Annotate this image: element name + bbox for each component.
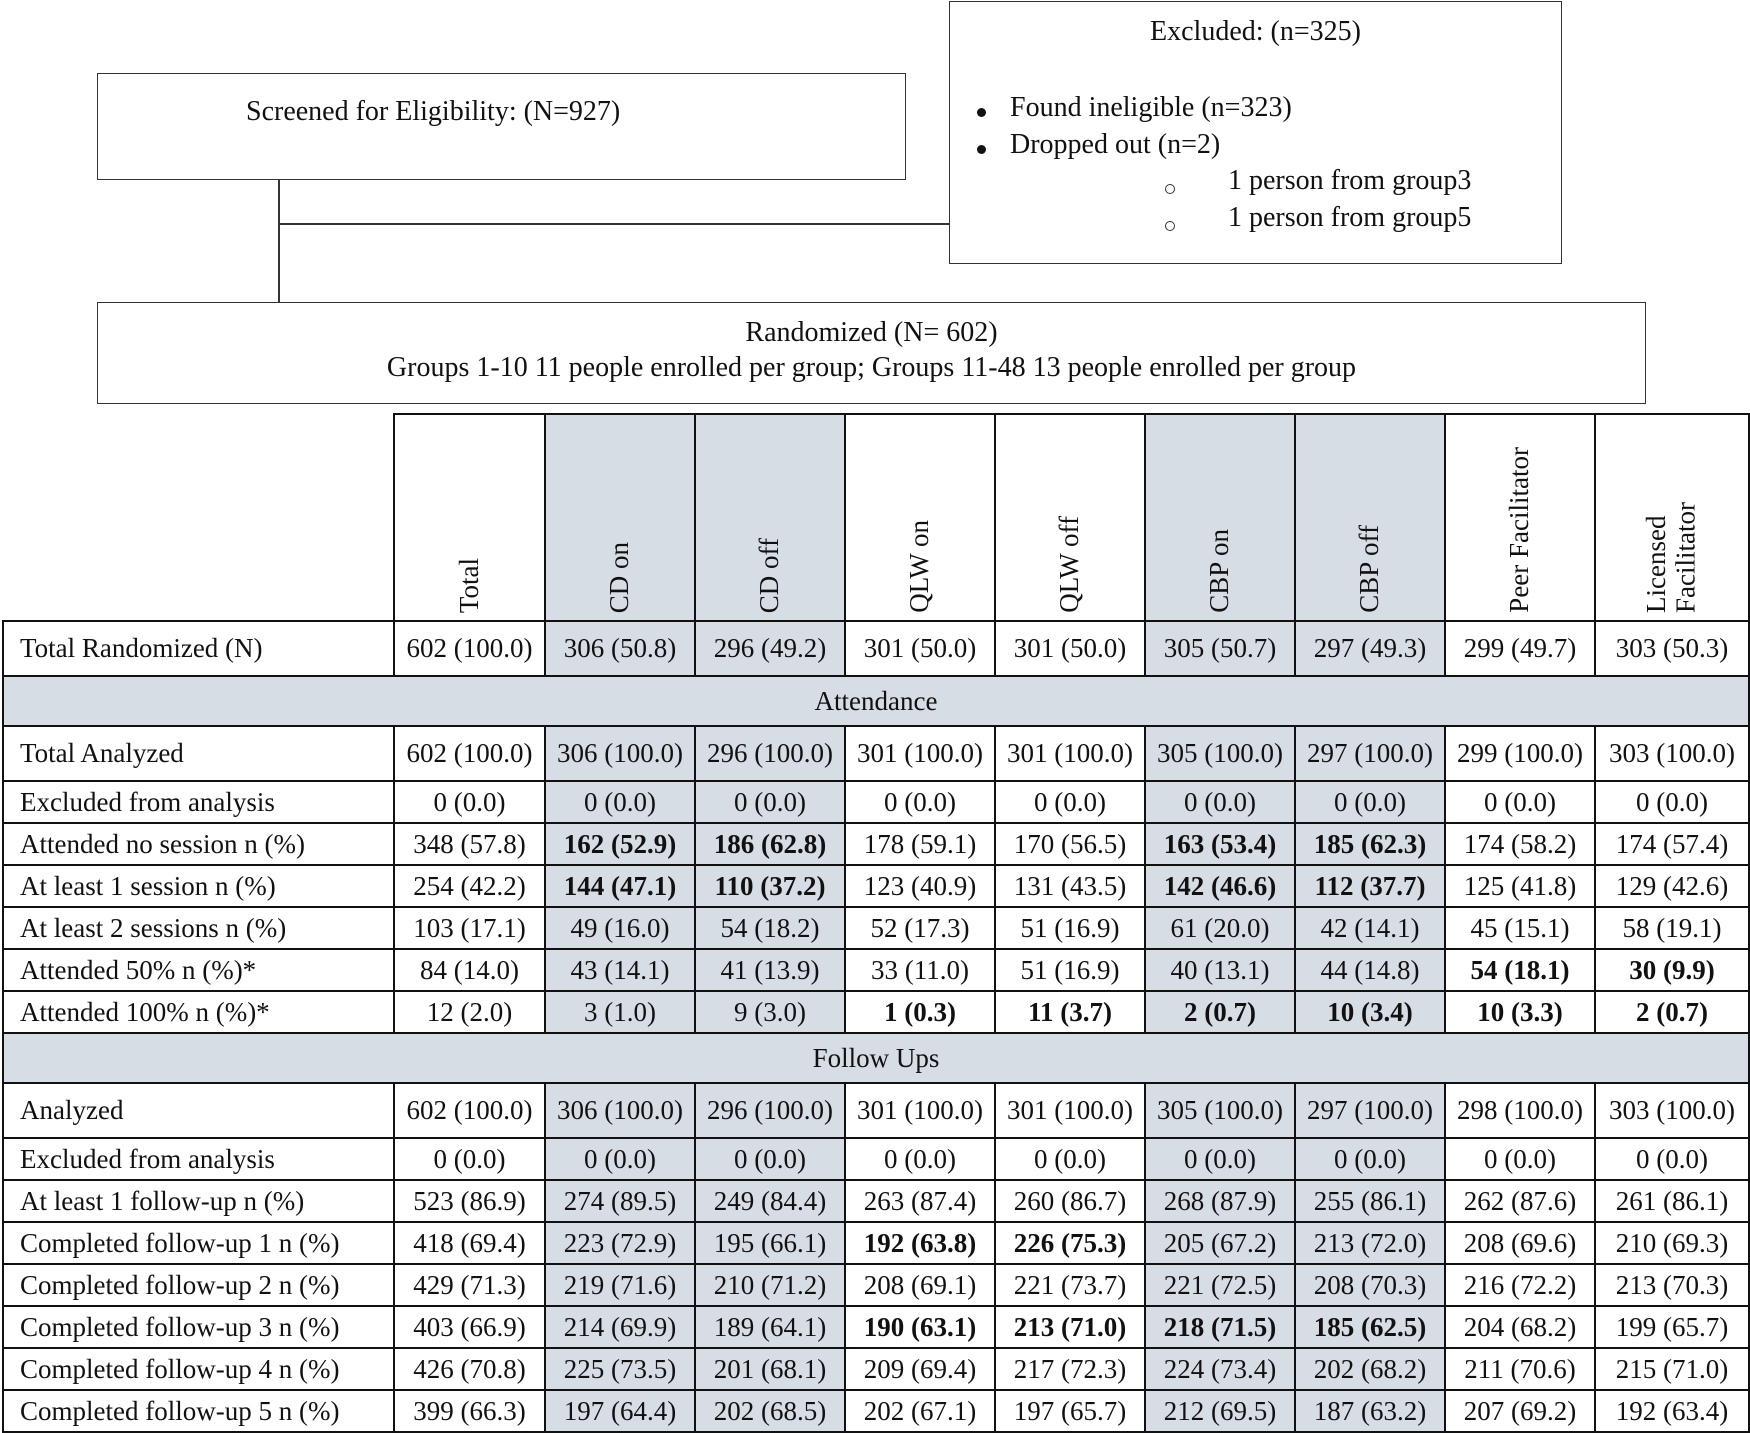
table-cell: 418 (69.4) [394, 1222, 545, 1264]
table-cell: 301 (100.0) [995, 1083, 1145, 1138]
bold-value: 226 (75.3) [1013, 1227, 1127, 1258]
table-cell: 221 (72.5) [1145, 1264, 1295, 1306]
column-header-label: CD off [754, 537, 785, 613]
excluded-subitem: 1 person from group3 [1228, 165, 1472, 196]
column-header [1295, 414, 1445, 621]
table-cell: 0 (0.0) [1595, 781, 1749, 823]
excluded-item: Dropped out (n=2) [1010, 129, 1221, 160]
table-row [3, 907, 1749, 949]
table-row [3, 1083, 1749, 1138]
table-cell: 299 (49.7) [1445, 621, 1595, 676]
table-cell: 268 (87.9) [1145, 1180, 1295, 1222]
row-label: Analyzed [3, 1083, 394, 1138]
table-cell [995, 991, 1145, 1033]
table-cell: 208 (69.1) [845, 1264, 995, 1306]
table-cell: 51 (16.9) [995, 949, 1145, 991]
table-cell: 306 (100.0) [545, 726, 695, 781]
table-cell: 174 (57.4) [1595, 823, 1749, 865]
row-label: Attended 100% n (%)* [3, 991, 394, 1033]
table-cell [1295, 1306, 1445, 1348]
row-label: Attended no session n (%) [3, 823, 394, 865]
table-cell: 301 (50.0) [845, 621, 995, 676]
table-cell: 305 (100.0) [1145, 1083, 1295, 1138]
table-cell: 52 (17.3) [845, 907, 995, 949]
bold-value: 54 (18.1) [1470, 954, 1570, 985]
table-cell: 42 (14.1) [1295, 907, 1445, 949]
row-label: At least 1 follow-up n (%) [3, 1180, 394, 1222]
bold-value: 186 (62.8) [713, 828, 827, 859]
table-cell [545, 823, 695, 865]
section-header-row [3, 676, 1749, 726]
table-cell: 131 (43.5) [995, 865, 1145, 907]
table-cell: 0 (0.0) [995, 1138, 1145, 1180]
table-cell: 209 (69.4) [845, 1348, 995, 1390]
table-cell: 187 (63.2) [1295, 1390, 1445, 1432]
bold-value: 10 (3.4) [1327, 996, 1413, 1027]
table-cell: 197 (65.7) [995, 1390, 1145, 1432]
table-cell: 263 (87.4) [845, 1180, 995, 1222]
column-header-label: QLW off [1054, 516, 1085, 613]
table-cell: 301 (50.0) [995, 621, 1145, 676]
table-cell: 299 (100.0) [1445, 726, 1595, 781]
table-cell: 3 (1.0) [545, 991, 695, 1033]
table-cell: 399 (66.3) [394, 1390, 545, 1432]
table-cell [1145, 1306, 1295, 1348]
table-cell: 298 (100.0) [1445, 1083, 1595, 1138]
table-row [3, 1390, 1749, 1432]
column-header [1145, 414, 1295, 621]
table-cell: 0 (0.0) [995, 781, 1145, 823]
table-cell: 274 (89.5) [545, 1180, 695, 1222]
row-label: Completed follow-up 1 n (%) [3, 1222, 394, 1264]
table-cell [1595, 991, 1749, 1033]
table-cell: 219 (71.6) [545, 1264, 695, 1306]
table-cell: 43 (14.1) [545, 949, 695, 991]
table-cell: 303 (100.0) [1595, 1083, 1749, 1138]
column-header-label: CBP off [1354, 525, 1385, 613]
table-cell [995, 1306, 1145, 1348]
table-cell: 602 (100.0) [394, 621, 545, 676]
column-header-label: CBP on [1204, 529, 1235, 613]
table-cell: 0 (0.0) [394, 1138, 545, 1180]
table-cell: 199 (65.7) [1595, 1306, 1749, 1348]
table-cell: 429 (71.3) [394, 1264, 545, 1306]
table-cell: 212 (69.5) [1145, 1390, 1295, 1432]
table-cell [545, 865, 695, 907]
table-cell: 262 (87.6) [1445, 1180, 1595, 1222]
bold-value: 1 (0.3) [884, 996, 956, 1027]
bold-value: 213 (71.0) [1013, 1311, 1127, 1342]
table-cell: 0 (0.0) [1145, 1138, 1295, 1180]
table-cell: 0 (0.0) [1595, 1138, 1749, 1180]
table-cell: 202 (68.2) [1295, 1348, 1445, 1390]
table-row [3, 865, 1749, 907]
table-cell [1295, 865, 1445, 907]
column-header [394, 414, 545, 621]
table-cell: 49 (16.0) [545, 907, 695, 949]
table-cell: 51 (16.9) [995, 907, 1145, 949]
table-cell: 58 (19.1) [1595, 907, 1749, 949]
table-cell: 208 (70.3) [1295, 1264, 1445, 1306]
table-row [3, 1264, 1749, 1306]
table-cell: 348 (57.8) [394, 823, 545, 865]
row-label: At least 1 session n (%) [3, 865, 394, 907]
table-cell: 202 (68.5) [695, 1390, 845, 1432]
bold-value: 144 (47.1) [563, 870, 677, 901]
bold-value: 2 (0.7) [1184, 996, 1256, 1027]
bold-value: 110 (37.2) [714, 870, 826, 901]
table-cell: 213 (72.0) [1295, 1222, 1445, 1264]
column-header-label: QLW on [904, 520, 935, 613]
table-cell: 178 (59.1) [845, 823, 995, 865]
column-header [545, 414, 695, 621]
table-cell [1145, 823, 1295, 865]
table-row [3, 1180, 1749, 1222]
table-cell [695, 823, 845, 865]
table-cell: 0 (0.0) [1295, 1138, 1445, 1180]
table-cell: 225 (73.5) [545, 1348, 695, 1390]
table-cell: 305 (100.0) [1145, 726, 1295, 781]
table-cell: 40 (13.1) [1145, 949, 1295, 991]
results-table [2, 413, 1750, 1433]
table-cell: 523 (86.9) [394, 1180, 545, 1222]
column-header [1595, 414, 1749, 621]
excluded-title: Excluded: (n=325) [1150, 16, 1361, 47]
row-label: Excluded from analysis [3, 1138, 394, 1180]
table-cell: 296 (49.2) [695, 621, 845, 676]
table-row [3, 823, 1749, 865]
table-cell: 217 (72.3) [995, 1348, 1145, 1390]
table-cell: 296 (100.0) [695, 1083, 845, 1138]
row-label: Attended 50% n (%)* [3, 949, 394, 991]
excluded-subitem: 1 person from group5 [1228, 202, 1472, 233]
randomized-box [97, 302, 1646, 404]
table-row [3, 1348, 1749, 1390]
table-cell: 301 (100.0) [845, 726, 995, 781]
table-cell: 210 (69.3) [1595, 1222, 1749, 1264]
table-cell: 129 (42.6) [1595, 865, 1749, 907]
row-label: Total Analyzed [3, 726, 394, 781]
table-cell: 426 (70.8) [394, 1348, 545, 1390]
table-cell [845, 1306, 995, 1348]
table-cell: 44 (14.8) [1295, 949, 1445, 991]
column-header-label [1642, 500, 1701, 613]
table-cell: 33 (11.0) [845, 949, 995, 991]
table-row [3, 949, 1749, 991]
table-cell [995, 1222, 1145, 1264]
bold-value: 185 (62.3) [1313, 828, 1427, 859]
table-cell: 202 (67.1) [845, 1390, 995, 1432]
table-cell: 215 (71.0) [1595, 1348, 1749, 1390]
table-cell: 301 (100.0) [995, 726, 1145, 781]
connector-vertical [278, 180, 280, 302]
table-cell: 189 (64.1) [695, 1306, 845, 1348]
table-cell: 201 (68.1) [695, 1348, 845, 1390]
table-cell: 207 (69.2) [1445, 1390, 1595, 1432]
table-cell: 301 (100.0) [845, 1083, 995, 1138]
table-cell: 170 (56.5) [995, 823, 1145, 865]
table-cell: 0 (0.0) [845, 1138, 995, 1180]
table-row [3, 1222, 1749, 1264]
table-cell [1595, 949, 1749, 991]
table-cell: 261 (86.1) [1595, 1180, 1749, 1222]
table-cell [1295, 823, 1445, 865]
row-label: Completed follow-up 2 n (%) [3, 1264, 394, 1306]
table-cell: 210 (71.2) [695, 1264, 845, 1306]
table-cell: 54 (18.2) [695, 907, 845, 949]
table-cell: 297 (100.0) [1295, 726, 1445, 781]
row-label: Completed follow-up 5 n (%) [3, 1390, 394, 1432]
table-cell: 0 (0.0) [394, 781, 545, 823]
bullet-icon [977, 145, 986, 154]
table-cell [1445, 949, 1595, 991]
table-cell: 123 (40.9) [845, 865, 995, 907]
bold-value: 10 (3.3) [1477, 996, 1563, 1027]
table-cell: 0 (0.0) [1445, 781, 1595, 823]
bold-value: 162 (52.9) [563, 828, 677, 859]
column-header-line: Facilitator [1671, 502, 1701, 613]
table-row [3, 621, 1749, 676]
table-cell: 255 (86.1) [1295, 1180, 1445, 1222]
row-label: Completed follow-up 4 n (%) [3, 1348, 394, 1390]
table-cell: 0 (0.0) [1295, 781, 1445, 823]
table-cell: 602 (100.0) [394, 1083, 545, 1138]
table-cell: 254 (42.2) [394, 865, 545, 907]
table-cell: 260 (86.7) [995, 1180, 1145, 1222]
bold-value: 190 (63.1) [863, 1311, 977, 1342]
table-cell [695, 865, 845, 907]
table-cell: 103 (17.1) [394, 907, 545, 949]
column-header-label: Total [453, 557, 484, 613]
table-cell: 204 (68.2) [1445, 1306, 1595, 1348]
table-cell: 303 (50.3) [1595, 621, 1749, 676]
table-cell [845, 991, 995, 1033]
table-cell: 213 (70.3) [1595, 1264, 1749, 1306]
table-cell: 297 (49.3) [1295, 621, 1445, 676]
bold-value: 192 (63.8) [863, 1227, 977, 1258]
table-row [3, 991, 1749, 1033]
table-cell: 305 (50.7) [1145, 621, 1295, 676]
bold-value: 30 (9.9) [1629, 954, 1715, 985]
table-cell: 211 (70.6) [1445, 1348, 1595, 1390]
table-cell: 0 (0.0) [545, 1138, 695, 1180]
row-label: Total Randomized (N) [3, 621, 394, 676]
table-cell: 197 (64.4) [545, 1390, 695, 1432]
table-cell: 0 (0.0) [695, 1138, 845, 1180]
column-header [695, 414, 845, 621]
table-cell: 297 (100.0) [1295, 1083, 1445, 1138]
bold-value: 163 (53.4) [1163, 828, 1277, 859]
header-empty-cell [3, 414, 394, 621]
table-cell [845, 1222, 995, 1264]
table-cell: 9 (3.0) [695, 991, 845, 1033]
screened-text: Screened for Eligibility: (N=927) [246, 96, 621, 127]
table-cell [1295, 991, 1445, 1033]
table-cell: 214 (69.9) [545, 1306, 695, 1348]
circle-bullet-icon [1165, 221, 1175, 231]
table-cell: 45 (15.1) [1445, 907, 1595, 949]
table-cell: 224 (73.4) [1145, 1348, 1295, 1390]
bold-value: 2 (0.7) [1636, 996, 1708, 1027]
bold-value: 218 (71.5) [1163, 1311, 1277, 1342]
table-cell: 216 (72.2) [1445, 1264, 1595, 1306]
table-cell: 195 (66.1) [695, 1222, 845, 1264]
table-cell: 12 (2.0) [394, 991, 545, 1033]
bold-value: 112 (37.7) [1314, 870, 1426, 901]
table-cell: 174 (58.2) [1445, 823, 1595, 865]
table-cell [1445, 991, 1595, 1033]
table-cell: 306 (50.8) [545, 621, 695, 676]
column-header-line: Licensed [1641, 515, 1672, 613]
row-label: Excluded from analysis [3, 781, 394, 823]
bullet-icon [977, 108, 986, 117]
screened-box [97, 73, 906, 180]
table-cell: 192 (63.4) [1595, 1390, 1749, 1432]
excluded-item: Found ineligible (n=323) [1010, 92, 1292, 123]
table-row [3, 726, 1749, 781]
table-cell: 223 (72.9) [545, 1222, 695, 1264]
bold-value: 185 (62.5) [1313, 1311, 1427, 1342]
table-cell [1145, 865, 1295, 907]
excluded-box [949, 1, 1562, 264]
table-cell: 61 (20.0) [1145, 907, 1295, 949]
table-cell: 0 (0.0) [845, 781, 995, 823]
table-cell: 602 (100.0) [394, 726, 545, 781]
table-cell: 221 (73.7) [995, 1264, 1145, 1306]
table-cell: 0 (0.0) [545, 781, 695, 823]
bold-value: 11 (3.7) [1028, 996, 1112, 1027]
column-header-label: Peer Facilitator [1504, 447, 1535, 613]
table-cell: 303 (100.0) [1595, 726, 1749, 781]
connector-horizontal [278, 223, 949, 225]
column-header [1445, 414, 1595, 621]
table-cell: 84 (14.0) [394, 949, 545, 991]
randomized-subtitle: Groups 1-10 11 people enrolled per group; Groups 11-48 13 people enrolled per group [386, 352, 1357, 383]
table-cell [1145, 991, 1295, 1033]
table-cell: 41 (13.9) [695, 949, 845, 991]
section-title: Attendance [3, 676, 1749, 726]
table-cell: 403 (66.9) [394, 1306, 545, 1348]
table-cell: 125 (41.8) [1445, 865, 1595, 907]
column-header-label: CD on [604, 541, 635, 613]
row-label: Completed follow-up 3 n (%) [3, 1306, 394, 1348]
table-row [3, 1306, 1749, 1348]
table-cell: 205 (67.2) [1145, 1222, 1295, 1264]
circle-bullet-icon [1165, 184, 1175, 194]
table-cell: 0 (0.0) [695, 781, 845, 823]
table-cell: 0 (0.0) [1145, 781, 1295, 823]
bold-value: 142 (46.6) [1163, 870, 1277, 901]
table-cell: 208 (69.6) [1445, 1222, 1595, 1264]
table-row [3, 781, 1749, 823]
row-label: At least 2 sessions n (%) [3, 907, 394, 949]
table-cell: 306 (100.0) [545, 1083, 695, 1138]
column-header [845, 414, 995, 621]
column-header [995, 414, 1145, 621]
table-cell: 0 (0.0) [1445, 1138, 1595, 1180]
table-row [3, 1138, 1749, 1180]
section-header-row [3, 1033, 1749, 1083]
table-cell: 249 (84.4) [695, 1180, 845, 1222]
table-cell: 296 (100.0) [695, 726, 845, 781]
section-title: Follow Ups [3, 1033, 1749, 1083]
randomized-title: Randomized (N= 602) [745, 317, 998, 348]
